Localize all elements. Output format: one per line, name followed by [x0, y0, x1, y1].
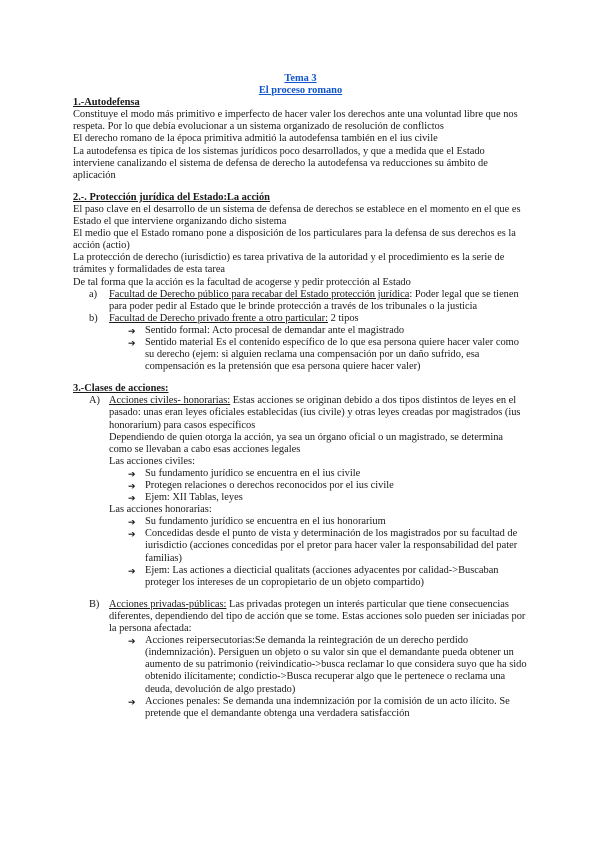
section-2-heading: 2.-. Protección jurídica del Estado:La acción: [73, 191, 270, 203]
item-title: Acciones civiles- honorarias:: [109, 395, 231, 407]
item-text: Estas acciones se originan debido a dos tipos distintos de leyes en el pasado: unas eran leyes oficiales establecidas (ius civile) y otras leyes creadas por magistrados (ius honorarium) para casos específicos: [109, 395, 521, 431]
paragraph: Constituye el modo más primitivo e imperfecto de hacer valer los derechos ante una voluntad libre que nos respeta. Por lo que debía evolucionar a un sistema organizado de resolución de conflictos: [73, 109, 518, 133]
arrow-icon: ➔: [128, 493, 136, 504]
document-page: [73, 73, 528, 720]
paragraph: El derecho romano de la época primitiva admitió la autodefensa también en el ius civile: [73, 133, 438, 145]
paragraph: De tal forma que la acción es la facultad de acogerse y pedir protección al Estado: [73, 276, 411, 288]
sub-list-item: ➔ Concedidas desde el punto de vista y determinación de los magistrados por su facultad de iurisdictio (acciones concedidas por el pretor para hacer valer la responsabilidad del pater familias): [128, 528, 518, 564]
sub-label: Las acciones honorarias:: [109, 504, 212, 516]
item-title: Acciones privadas-públicas:: [109, 598, 227, 610]
item-title: Facultad de Derecho público para recabar del Estado protección jurídica: [109, 288, 410, 300]
list-item: [73, 395, 528, 431]
list-marker: b): [89, 312, 98, 324]
sub-list-item: ➔ Sentido formal: Acto procesal de demandar ante el magistrado: [128, 324, 405, 336]
arrow-icon: ➔: [128, 468, 136, 479]
sub-list-item: ➔ Acciones penales: Se demanda una indemnización por la comisión de un acto ilícito. Se pretende que el demandante obtenga una verdadera satisfacción: [128, 695, 510, 719]
arrow-icon: ➔: [128, 636, 136, 647]
list-marker: A): [89, 395, 100, 407]
item-text: Las privadas protegen un interés particular que tiene consecuencias diferentes, dependiendo del tipo de acción que se tome. Estas acciones solo pueden ser iniciadas por la persona afectada:: [109, 598, 526, 635]
section-3-heading: 3.-Clases de acciones:: [73, 383, 169, 395]
item-text: : Poder legal que se tienen para poder pedir al Estado que le brinde protección a través de los tribunales o la justicia: [109, 288, 519, 312]
sub-list-item: ➔ Ejem: Las actiones a diecticial qualitats (acciones adyacentes por calidad->Buscaban proteger los intereses de un copropietario de un objeto compartido): [128, 564, 499, 588]
list-item: [73, 289, 528, 313]
section-1-heading: 1.-Autodefensa: [73, 97, 140, 109]
list-item: [73, 313, 528, 325]
paragraph: Dependiendo de quien otorga la acción, ya sea un órgano oficial o un magistrado, se determina como se llevaban a cabo esas acciones legales: [109, 431, 504, 455]
list-item: [73, 599, 528, 635]
sub-list-item: ➔ Su fundamento jurídico se encuentra en el ius civile: [128, 467, 361, 479]
arrow-icon: ➔: [128, 481, 136, 491]
list-marker: a): [89, 288, 98, 300]
arrow-icon: ➔: [128, 337, 136, 348]
arrow-icon: ➔: [128, 325, 136, 336]
paragraph: El medio que el Estado romano pone a disposición de los particulares para la defensa de sus derechos es la acción (actio): [73, 228, 516, 252]
item-text: 2 tipos: [327, 312, 359, 324]
sub-list-item: ➔ Sentido material Es el contenido específico de lo que esa persona quiere hacer valer como su derecho (ejem: si alguien reclama una compensación por un daño sufrido, esa compensación es la pretensión que esa persona quiere hacer valer): [128, 336, 519, 373]
sub-list-item: ➔ Su fundamento jurídico se encuentra en el ius honorarium: [128, 516, 386, 528]
doc-subtitle: El proceso romano: [258, 85, 343, 97]
sub-list-item: ➔ Protegen relaciones o derechos reconocidos por el ius civile: [128, 480, 394, 491]
paragraph: El paso clave en el desarrollo de un sistema de defensa de derechos se establece en el momento en el que es Estado el que interviene organizando dicho sistema: [73, 203, 521, 228]
arrow-icon: ➔: [128, 517, 136, 528]
sub-list-item: ➔ Ejem: XII Tablas, leyes: [128, 492, 243, 504]
arrow-icon: ➔: [128, 696, 136, 707]
paragraph: La protección de derecho (iurisdictio) es tarea privativa de la autoridad y el procedimiento es la serie de trámites y formalidades de esta tarea: [73, 252, 505, 276]
doc-title: Tema 3: [284, 73, 317, 84]
sub-list-item: ➔ Acciones reipersecutorias:Se demanda la reintegración de un derecho perdido (indemnización). Persiguen un objeto o su valor sin que el demandante pueda obtener un aumento de su patrimonio (reivindicatio->busca reclamar lo que considera suyo que ha sido obtenido ilícitamente; condictio->Busca recuperar algo que le pertenece o reclama una deuda, devolución de algo prestado): [128, 635, 527, 695]
arrow-icon: ➔: [128, 565, 136, 576]
sub-label: Las acciones civiles:: [109, 455, 195, 467]
paragraph: La autodefensa es típica de los sistemas jurídicos poco desarrollados, y que a medida que el Estado interviene canalizando el sistema de defensa de derecho la autodefensa va reducciones su ámbito de aplicación: [73, 145, 488, 181]
item-title: Facultad de Derecho privado frente a otro particular:: [109, 312, 328, 324]
arrow-icon: ➔: [128, 529, 136, 540]
list-marker: B): [89, 598, 100, 610]
